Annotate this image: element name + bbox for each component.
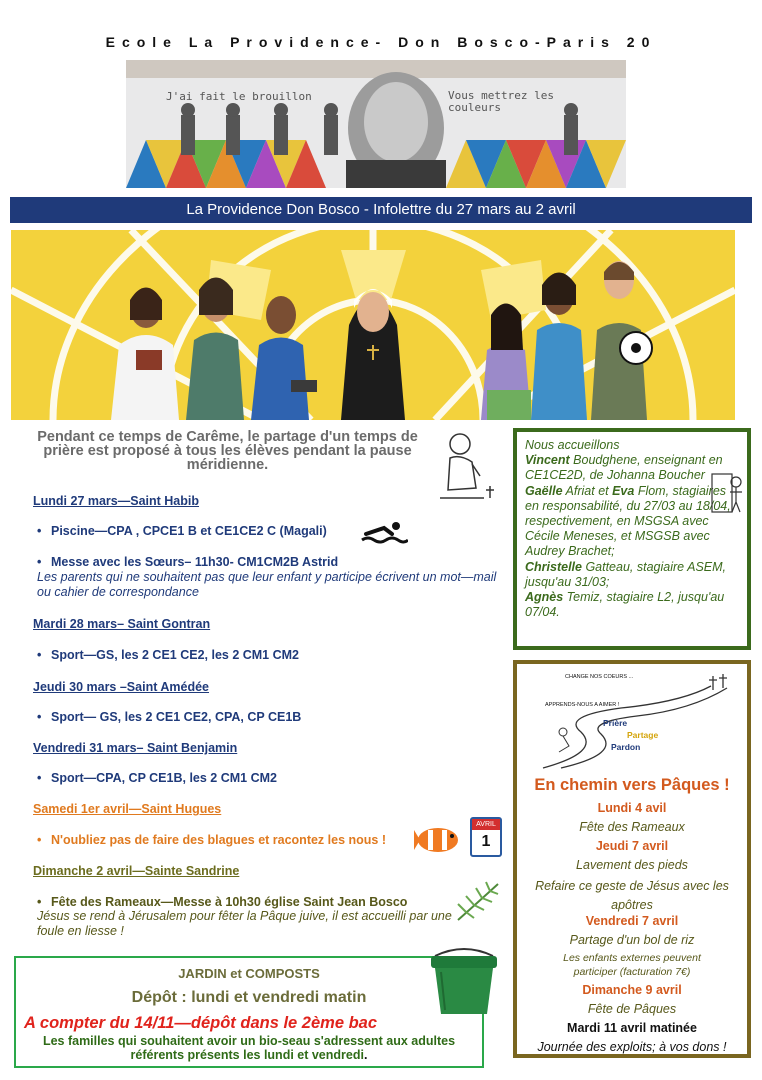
easter-desc: Refaire ce geste de Jésus avec les apôtres [535, 879, 729, 912]
person-name: Eva [612, 483, 635, 498]
easter-desc: Fête de Pâques [587, 1002, 677, 1016]
person-detail: Afriat et [562, 483, 613, 498]
compost-families-end: . [363, 1048, 368, 1062]
welcome-box [513, 428, 751, 650]
person-detail: Temiz, stagiaire L2, jusqu'au 07/04. [525, 590, 725, 620]
day-heading-saturday: Samedi 1er avril—Saint Hugues [33, 802, 222, 816]
list-item: • Sport—CPA, CP CE1B, les 2 CM1 CM2 [37, 771, 277, 785]
list-item: • Sport— GS, les 2 CE1 CE2, CPA, CP CE1B [37, 710, 301, 724]
list-item: • Fête des Rameaux—Messe à 10h30 église Saint Jean Bosco [37, 895, 407, 909]
parents-note: Les parents qui ne souhaitent pas que leur enfant y participe écrivent un mot—mail ou cahier de correspondance [37, 570, 497, 599]
banner-quote-right: Vous mettrez les couleurs [448, 89, 554, 114]
illus-caption-top: CHANGE NOS COEURS ... [565, 674, 634, 680]
person-detail: Flom, stagiaires en responsabilité, du 27/03 au 18/04, respectivement, en MSGSA avec Cécile Meneses, et MSGSB avec Audrey Brachet; [525, 483, 731, 559]
easter-desc: Partage d'un bol de riz [569, 933, 695, 947]
person-detail: Boudghene, enseignant en CE1CE2D, de Johanna Boucher [525, 453, 723, 483]
banner-quote-left: J'ai fait le brouillon [166, 90, 312, 103]
person-detail: Gatteau, stagiaire ASEM, jusqu'au 31/03; [525, 559, 727, 589]
easter-note: Les enfants externes peuvent participer (facturation 7€) [563, 952, 701, 978]
compost-box [14, 956, 484, 1068]
person-name: Christelle [525, 559, 582, 574]
person-name: Agnès [525, 590, 564, 605]
person-name: Gaëlle [525, 483, 563, 498]
path-illustration [541, 672, 731, 772]
list-item: • N'oubliez pas de faire des blagues et racontez les nous ! [37, 833, 386, 847]
easter-desc: Fête des Rameaux [579, 820, 685, 834]
easter-desc: Lavement des pieds [576, 858, 688, 872]
list-item: • Piscine—CPA , CPCE1 B et CE1CE2 C (Magali) [37, 524, 327, 538]
easter-box [513, 660, 751, 1058]
easter-day: Jeudi 7 avril [595, 839, 669, 853]
day-heading-tuesday: Mardi 28 mars– Saint Gontran [33, 617, 211, 631]
newsletter-title: La Providence Don Bosco - Infolettre du 27 mars au 2 avril [10, 197, 752, 223]
calendar-icon [470, 817, 502, 857]
compost-notice: A compter du 14/11—dépôt dans le 2ème bac [24, 1014, 378, 1032]
illus-word-pardon: Pardon [611, 742, 641, 752]
illus-caption-mid: APPRENDS-NOUS A AIMER ! [545, 702, 620, 708]
easter-title: En chemin vers Pâques ! [534, 776, 730, 794]
welcome-intro: Nous accueillons [525, 438, 620, 452]
compost-depot: Dépôt : lundi et vendredi matin [131, 989, 367, 1006]
compost-bin-icon [425, 938, 503, 1018]
easter-day: Dimanche 9 avril [582, 983, 682, 997]
illus-word-partage: Partage [627, 730, 659, 740]
list-item: • Sport—GS, les 2 CE1 CE2, les 2 CM1 CM2 [37, 648, 299, 662]
praying-child-icon [428, 428, 500, 514]
easter-desc: Journée des exploits; à vos dons ! [537, 1040, 727, 1054]
compost-families-text: Les familles qui souhaitent avoir un bio-seau s'adressent aux adultes référents présents les lundi et vendredi [42, 1034, 456, 1062]
easter-day: Lundi 4 avil [597, 801, 667, 815]
swimming-icon [360, 520, 408, 546]
easter-day: Vendredi 7 avril [585, 914, 679, 928]
lent-prayer-text: Pendant ce temps de Carême, le partage d'un temps de prière est proposé à tous les élèves pendant la pause méridienne. [37, 429, 418, 473]
compost-title: JARDIN et COMPOSTS [178, 966, 320, 981]
easter-day: Mardi 11 avril matinée [567, 1021, 697, 1035]
school-title: Ecole La Providence- Don Bosco-Paris 20 [105, 34, 657, 50]
calendar-day: 1 [481, 833, 491, 850]
fish-icon [414, 824, 466, 856]
list-item: • Messe avec les Sœurs– 11h30- CM1CM2B Astrid [37, 555, 338, 569]
day-heading-monday: Lundi 27 mars—Saint Habib [33, 494, 200, 508]
person-name: Vincent [525, 453, 570, 468]
hero-illustration [11, 230, 735, 420]
day-heading-friday: Vendredi 31 mars– Saint Benjamin [33, 741, 238, 755]
compost-families [24, 1034, 474, 1062]
door-greeting-icon [708, 470, 744, 516]
calendar-month: AVRIL [472, 819, 500, 830]
day-heading-sunday: Dimanche 2 avril—Sainte Sandrine [33, 864, 240, 878]
palm-leaf-icon [452, 880, 502, 924]
palm-sunday-note: Jésus se rend à Jérusalem pour fêter la Pâque juive, il est accueilli par une foule en liesse ! [37, 909, 452, 938]
day-heading-thursday: Jeudi 30 mars –Saint Amédée [33, 680, 210, 694]
banner-image [126, 60, 626, 188]
mural-illustration [126, 60, 626, 188]
illus-word-priere: Prière [603, 718, 628, 728]
